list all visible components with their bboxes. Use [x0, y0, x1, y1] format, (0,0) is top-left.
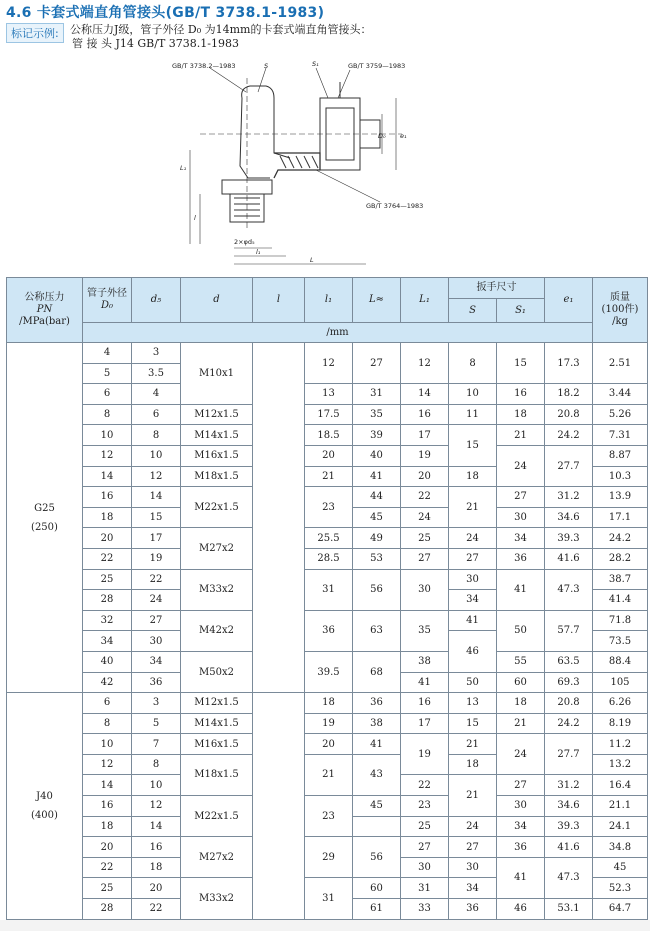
table-cell: 47.3 — [545, 857, 593, 898]
table-cell: 36 — [305, 610, 353, 651]
table-cell: 12 — [305, 343, 353, 384]
table-cell: 13 — [449, 693, 497, 714]
table-cell: 39.3 — [545, 816, 593, 837]
table-cell: 16 — [401, 693, 449, 714]
table-cell: M10x1 — [181, 343, 253, 405]
table-cell: 63.5 — [545, 651, 593, 672]
table-row — [7, 651, 648, 672]
table-cell: M27x2 — [181, 528, 253, 569]
table-cell: 27 — [497, 775, 545, 796]
table-cell: 5 — [83, 363, 132, 384]
table-cell: 34 — [83, 631, 132, 652]
table-cell: 19 — [305, 713, 353, 734]
table-cell: 41 — [449, 610, 497, 631]
table-cell: 22 — [132, 899, 181, 920]
table-cell: 27 — [401, 837, 449, 858]
table-cell: 14 — [132, 816, 181, 837]
table-cell: 21 — [305, 466, 353, 487]
header-pn: 公称压力 PN /MPa(bar) — [7, 278, 83, 343]
table-cell: 18 — [83, 507, 132, 528]
table-cell: 64.7 — [593, 899, 648, 920]
table-cell: 6 — [132, 404, 181, 425]
table-cell: 3.5 — [132, 363, 181, 384]
table-cell: 34 — [497, 816, 545, 837]
table-cell: 16.4 — [593, 775, 648, 796]
table-cell: 42 — [83, 672, 132, 693]
table-cell: 14 — [401, 384, 449, 405]
table-cell: 39.5 — [305, 651, 353, 692]
dim-label-e1: e₁ — [400, 132, 407, 140]
table-cell: 53.1 — [545, 899, 593, 920]
dim-label-S1: S₁ — [312, 60, 319, 68]
table-cell: 17 — [401, 713, 449, 734]
table-cell — [253, 343, 305, 693]
dim-label-D0: D₀ — [378, 132, 386, 140]
table-cell: 27.7 — [545, 445, 593, 486]
table-cell: 24.1 — [593, 816, 648, 837]
table-cell: 11 — [449, 404, 497, 425]
mark-example-line2: 管 接 头 J14 GB/T 3738.1-1983 — [72, 37, 240, 50]
table-cell: 34.6 — [545, 507, 593, 528]
table-cell: 40 — [353, 445, 401, 466]
table-cell: 12 — [83, 754, 132, 775]
table-cell: 41 — [497, 569, 545, 610]
table-cell: 20.8 — [545, 404, 593, 425]
table-cell: 34 — [449, 878, 497, 899]
table-cell: M16x1.5 — [181, 734, 253, 755]
table-cell: 12 — [132, 466, 181, 487]
table-cell: 55 — [497, 651, 545, 672]
table-cell: 4 — [132, 384, 181, 405]
table-cell: 20 — [83, 837, 132, 858]
table-cell: 28 — [83, 899, 132, 920]
table-cell: 10 — [132, 775, 181, 796]
table-cell: 24.2 — [593, 528, 648, 549]
table-cell: 36 — [449, 899, 497, 920]
table-cell: 25 — [401, 816, 449, 837]
mark-example-tag: 标记示例: — [6, 23, 64, 43]
table-cell: 45 — [353, 796, 401, 817]
table-cell: 16 — [497, 384, 545, 405]
table-cell: 3 — [132, 693, 181, 714]
table-cell: 30 — [401, 569, 449, 610]
table-cell: 50 — [497, 610, 545, 651]
std-label-right: GB/T 3759—1983 — [348, 62, 406, 70]
table-cell: M18x1.5 — [181, 466, 253, 487]
header-wrench: 扳手尺寸 S S₁ — [449, 278, 545, 323]
table-cell: 27.7 — [545, 734, 593, 775]
table-cell: M12x1.5 — [181, 404, 253, 425]
table-cell: 2.51 — [593, 343, 648, 384]
table-cell — [353, 816, 401, 837]
table-cell: 45 — [353, 507, 401, 528]
table-cell: 29 — [305, 837, 353, 878]
table-cell: 3.44 — [593, 384, 648, 405]
table-cell: M12x1.5 — [181, 693, 253, 714]
table-cell: 8 — [132, 425, 181, 446]
table-cell: M33x2 — [181, 878, 253, 919]
table-cell: 27 — [353, 343, 401, 384]
table-cell: 27 — [449, 548, 497, 569]
table-cell: 20.8 — [545, 693, 593, 714]
table-cell: 10 — [83, 734, 132, 755]
table-cell: 30 — [449, 569, 497, 590]
table-cell: 24 — [497, 734, 545, 775]
table-cell: 57.7 — [545, 610, 593, 651]
table-cell: M22x1.5 — [181, 796, 253, 837]
table-cell: 56 — [353, 837, 401, 878]
table-cell: 31 — [401, 878, 449, 899]
table-cell: 4 — [83, 343, 132, 364]
table-cell: 32 — [83, 610, 132, 631]
table-cell: 34.8 — [593, 837, 648, 858]
fitting-drawing — [170, 58, 440, 270]
table-cell: 71.8 — [593, 610, 648, 631]
table-cell: 20 — [132, 878, 181, 899]
table-cell: 19 — [401, 734, 449, 775]
table-cell: 17.1 — [593, 507, 648, 528]
table-cell: M33x2 — [181, 569, 253, 610]
table-cell: 6.26 — [593, 693, 648, 714]
table-cell: 43 — [353, 754, 401, 795]
header-d0: 管子外径 D₀ — [83, 278, 132, 323]
table-cell: 18 — [305, 693, 353, 714]
table-cell: 16 — [83, 796, 132, 817]
table-cell: 49 — [353, 528, 401, 549]
table-cell: 19 — [132, 548, 181, 569]
table-cell: 24 — [449, 816, 497, 837]
table-cell: 20 — [305, 734, 353, 755]
dim-label-L1: L₁ — [180, 164, 187, 172]
table-cell: M14x1.5 — [181, 425, 253, 446]
table-cell: 31 — [305, 878, 353, 919]
table-cell: 28.5 — [305, 548, 353, 569]
table-row — [7, 343, 648, 364]
header-unit: /mm — [83, 323, 593, 343]
header-d: d — [181, 278, 253, 323]
table-cell: 88.4 — [593, 651, 648, 672]
table-cell: 36 — [497, 837, 545, 858]
header-L: L≈ — [353, 278, 401, 323]
table-cell: 41 — [497, 857, 545, 898]
table-cell: 69.3 — [545, 672, 593, 693]
table-cell: 21.1 — [593, 796, 648, 817]
table-cell: 23 — [305, 796, 353, 837]
std-label-bottom: GB/T 3764—1983 — [366, 202, 424, 210]
table-cell: 22 — [401, 487, 449, 508]
table-cell: 6 — [83, 384, 132, 405]
table-row — [7, 404, 648, 425]
table-cell: 39.3 — [545, 528, 593, 549]
table-cell: 27 — [401, 548, 449, 569]
table-cell: 41 — [401, 672, 449, 693]
table-cell: 22 — [132, 569, 181, 590]
std-label-left: GB/T 3738.2—1983 — [172, 62, 236, 70]
table-cell: 21 — [449, 734, 497, 755]
table-cell: 61 — [353, 899, 401, 920]
group-g25: G25 (250) — [7, 343, 83, 693]
table-cell: 14 — [83, 466, 132, 487]
table-cell: 24.2 — [545, 425, 593, 446]
group-j40: J40 (400) — [7, 693, 83, 920]
table-cell: 56 — [353, 569, 401, 610]
table-cell: 13.9 — [593, 487, 648, 508]
table-cell: 22 — [83, 548, 132, 569]
table-cell: 41.6 — [545, 837, 593, 858]
table-cell: 24 — [132, 590, 181, 611]
table-cell: 38 — [401, 651, 449, 672]
table-cell: 34 — [132, 651, 181, 672]
dim-label-L: L — [310, 256, 314, 264]
table-cell: M14x1.5 — [181, 713, 253, 734]
table-cell: 18 — [497, 693, 545, 714]
table-row — [7, 384, 648, 405]
table-row — [7, 796, 648, 817]
table-cell: 13.2 — [593, 754, 648, 775]
table-cell: 44 — [353, 487, 401, 508]
table-cell: 17 — [132, 528, 181, 549]
table-cell: 34 — [497, 528, 545, 549]
dim-label-l: l — [194, 214, 196, 222]
table-cell: 41 — [353, 734, 401, 755]
table-cell: 18 — [449, 754, 497, 775]
table-cell: M18x1.5 — [181, 754, 253, 795]
table-cell: 18 — [449, 466, 497, 487]
table-row — [7, 734, 648, 755]
table-cell: 30 — [132, 631, 181, 652]
table-cell: M16x1.5 — [181, 445, 253, 466]
table-cell: 6 — [83, 693, 132, 714]
table-cell: 63 — [353, 610, 401, 651]
table-cell: 16 — [83, 487, 132, 508]
table-cell: 47.3 — [545, 569, 593, 610]
table-cell: 17.3 — [545, 343, 593, 384]
table-cell: 21 — [497, 713, 545, 734]
mark-example — [70, 23, 372, 51]
header-L1: L₁ — [401, 278, 449, 323]
table-cell: 19 — [401, 445, 449, 466]
table-cell: 5.26 — [593, 404, 648, 425]
table-cell: 8.87 — [593, 445, 648, 466]
table-cell: 24 — [449, 528, 497, 549]
table-cell: 33 — [401, 899, 449, 920]
table-cell: 14 — [83, 775, 132, 796]
table-cell: 10 — [449, 384, 497, 405]
table-cell: 27 — [449, 837, 497, 858]
dim-label-d5: 2×φd₅ — [234, 238, 255, 246]
table-cell: 21 — [305, 754, 353, 795]
table-cell: 12 — [132, 796, 181, 817]
table-cell: 22 — [83, 857, 132, 878]
table-cell: 41.4 — [593, 590, 648, 611]
table-cell: 12 — [83, 445, 132, 466]
table-cell: 11.2 — [593, 734, 648, 755]
table-cell: 8 — [83, 713, 132, 734]
table-cell: 14 — [132, 487, 181, 508]
table-cell: 23 — [305, 487, 353, 528]
table-cell: 13 — [305, 384, 353, 405]
table-cell: 31 — [353, 384, 401, 405]
table-cell: 53 — [353, 548, 401, 569]
table-cell: 40 — [83, 651, 132, 672]
header-mass: 质量 (100件) /kg — [593, 278, 648, 343]
table-cell: 16 — [132, 837, 181, 858]
table-cell: 20 — [305, 445, 353, 466]
table-cell: 25 — [401, 528, 449, 549]
table-cell: 38.7 — [593, 569, 648, 590]
table-cell: 28.2 — [593, 548, 648, 569]
page-title: 4.6 卡套式端直角管接头(GB/T 3738.1-1983) — [6, 5, 325, 21]
table-cell: 5 — [132, 713, 181, 734]
table-cell: 27 — [497, 487, 545, 508]
table-cell: 17 — [401, 425, 449, 446]
table-cell: 18 — [83, 816, 132, 837]
table-cell: 41.6 — [545, 548, 593, 569]
header-d5: d₅ — [132, 278, 181, 323]
table-cell: 38 — [353, 713, 401, 734]
dim-label-l1: l₁ — [256, 248, 261, 256]
dim-label-S: S — [264, 62, 269, 70]
table-cell: 22 — [401, 775, 449, 796]
table-cell — [253, 693, 305, 920]
table-cell: 34 — [449, 590, 497, 611]
table-cell: 24.2 — [545, 713, 593, 734]
table-cell: 8 — [449, 343, 497, 384]
table-cell: 20 — [401, 466, 449, 487]
table-cell: 18.5 — [305, 425, 353, 446]
table-cell: 10 — [83, 425, 132, 446]
table-cell: 39 — [353, 425, 401, 446]
page-footer-strip — [0, 920, 650, 931]
table-cell: 35 — [353, 404, 401, 425]
table-cell: 36 — [353, 693, 401, 714]
table-cell: 24 — [497, 445, 545, 486]
table-cell: 15 — [449, 713, 497, 734]
table-cell: 23 — [401, 796, 449, 817]
table-cell: 52.3 — [593, 878, 648, 899]
table-row — [7, 425, 648, 446]
table-cell: 18.2 — [545, 384, 593, 405]
table-cell: 45 — [593, 857, 648, 878]
table-cell: 31.2 — [545, 775, 593, 796]
table-cell: M50x2 — [181, 651, 253, 692]
table-row — [7, 487, 648, 508]
table-cell: 60 — [353, 878, 401, 899]
table-cell: 8 — [132, 754, 181, 775]
header-l1: l₁ — [305, 278, 353, 323]
table-cell: 27 — [132, 610, 181, 631]
table-cell: 7 — [132, 734, 181, 755]
table-cell: M42x2 — [181, 610, 253, 651]
table-row — [7, 548, 648, 569]
table-cell: 15 — [449, 425, 497, 466]
table-cell: 15 — [497, 343, 545, 384]
table-row — [7, 445, 648, 466]
table-cell: 17.5 — [305, 404, 353, 425]
table-cell: 60 — [497, 672, 545, 693]
table-cell: 8.19 — [593, 713, 648, 734]
table-row — [7, 693, 648, 714]
table-cell: 36 — [497, 548, 545, 569]
table-row — [7, 837, 648, 858]
table-cell: 10 — [132, 445, 181, 466]
table-cell: 30 — [401, 857, 449, 878]
table-cell: 21 — [449, 775, 497, 816]
header-l: l — [253, 278, 305, 323]
table-cell: 21 — [497, 425, 545, 446]
table-cell: 68 — [353, 651, 401, 692]
table-cell: 50 — [449, 672, 497, 693]
header-e1: e₁ — [545, 278, 593, 323]
table-cell: 46 — [449, 631, 497, 672]
table-cell: 16 — [401, 404, 449, 425]
table-cell: M27x2 — [181, 837, 253, 878]
table-cell: M22x1.5 — [181, 487, 253, 528]
table-row — [7, 528, 648, 549]
table-cell: 34.6 — [545, 796, 593, 817]
table-cell: 21 — [449, 487, 497, 528]
table-cell: 30 — [449, 857, 497, 878]
table-cell: 15 — [132, 507, 181, 528]
table-cell: 8 — [83, 404, 132, 425]
table-cell: 20 — [83, 528, 132, 549]
table-cell: 73.5 — [593, 631, 648, 652]
table-cell: 24 — [401, 507, 449, 528]
table-cell: 31 — [305, 569, 353, 610]
table-cell: 28 — [83, 590, 132, 611]
table-cell: 25.5 — [305, 528, 353, 549]
table-cell: 46 — [497, 899, 545, 920]
table-cell: 41 — [353, 466, 401, 487]
table-cell: 25 — [83, 569, 132, 590]
table-cell: 7.31 — [593, 425, 648, 446]
table-cell: 31.2 — [545, 487, 593, 508]
table-cell: 18 — [497, 404, 545, 425]
table-cell: 30 — [497, 796, 545, 817]
table-row — [7, 569, 648, 590]
mark-example-line1: 公称压力J级，管子外径 D₀ 为14mm的卡套式端直角管接头： — [70, 23, 372, 36]
table-cell: 3 — [132, 343, 181, 364]
table-row — [7, 610, 648, 631]
table-cell: 18 — [132, 857, 181, 878]
table-cell: 36 — [132, 672, 181, 693]
table-cell: 10.3 — [593, 466, 648, 487]
table-cell: 12 — [401, 343, 449, 384]
spec-table — [6, 277, 648, 920]
table-row — [7, 713, 648, 734]
table-cell: 25 — [83, 878, 132, 899]
table-cell: 30 — [497, 507, 545, 528]
table-cell: 35 — [401, 610, 449, 651]
table-cell: 105 — [593, 672, 648, 693]
